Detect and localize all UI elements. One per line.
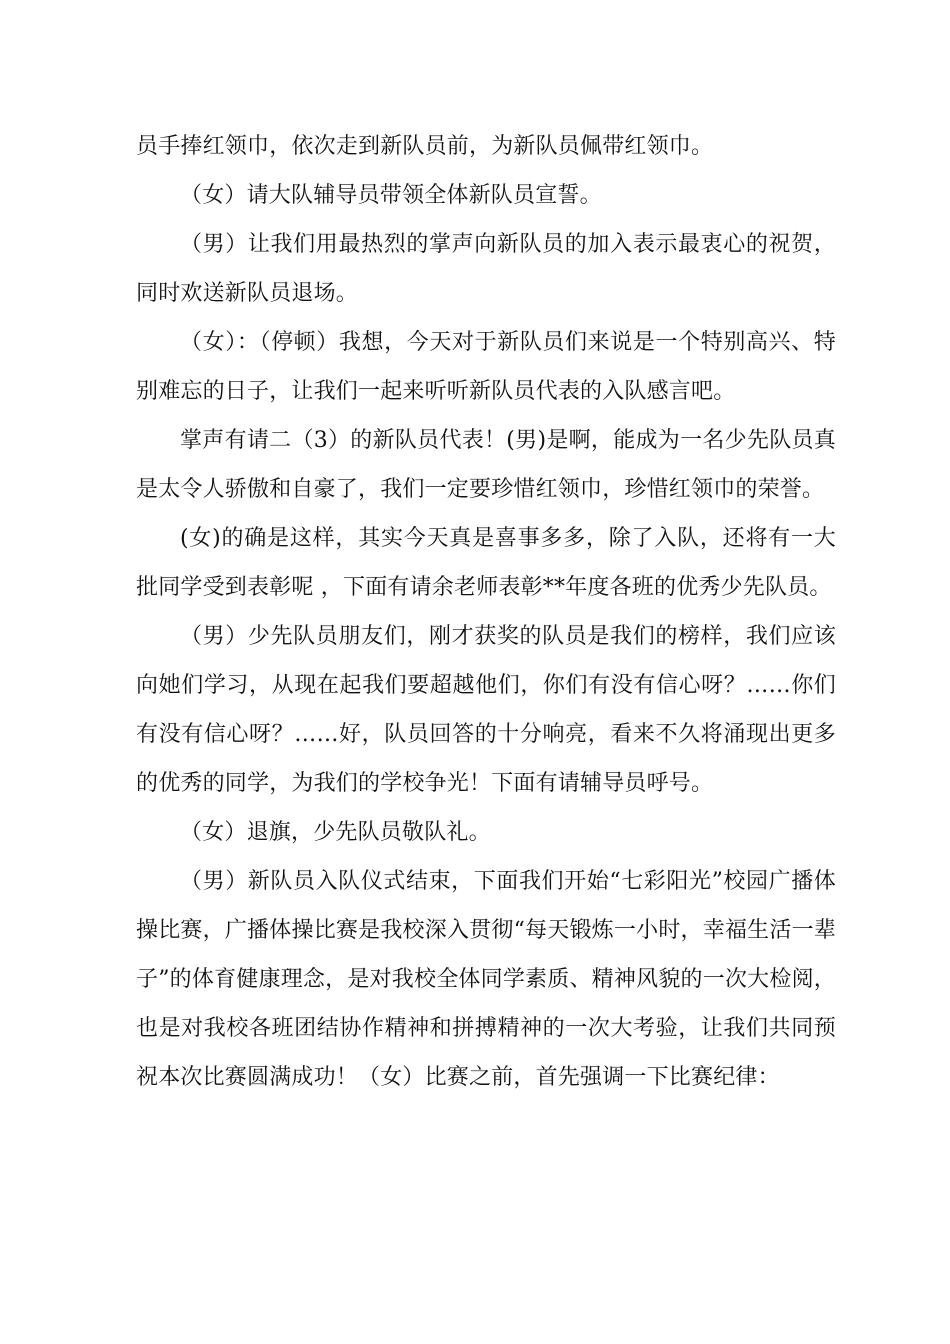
paragraph-4: （女）：（停顿）我想，今天对于新队员们来说是一个特别高兴、特别难忘的日子，让我们一起来听听新队员代表的入队感言吧。 bbox=[136, 330, 836, 404]
paragraph-3: （男）让我们用最热烈的掌声向新队员的加入表示最衷心的祝贺，同时欢送新队员退场。 bbox=[136, 232, 836, 306]
paragraph-9: （男）新队员入队仪式结束，下面我们开始“七彩阳光”校园广播体操比赛，广播体操比赛是我校深入贯彻“每天锻炼一小时，幸福生活一辈子”的体育健康理念，是对我校全体同学素质、精神风貌的一次大检阅，也是对我校各班团结协作精神和拼搏精神的一次大考验，让我们共同预祝本次比赛圆满成功！（女）比赛之前，首先强调一下比赛纪律： bbox=[136, 869, 836, 1090]
paragraph-8: （女）退旗，少先队员敬队礼。 bbox=[180, 820, 491, 845]
paragraph-5: 掌声有请二（3）的新队员代表！(男)是啊，能成为一名少先队员真是太令人骄傲和自豪了，我们一定要珍惜红领巾，珍惜红领巾的荣誉。 bbox=[136, 428, 836, 502]
paragraph-1: 员手捧红领巾，依次走到新队员前，为新队员佩带红领巾。 bbox=[136, 134, 714, 159]
paragraph-6: (女)的确是这样，其实今天真是喜事多多，除了入队，还将有一大批同学受到表彰呢 ，下面有请余老师表彰**年度各班的优秀少先队员。 bbox=[136, 526, 836, 600]
paragraph-2: （女）请大队辅导员带领全体新队员宣誓。 bbox=[180, 183, 602, 208]
document-body bbox=[136, 122, 836, 1102]
paragraph-7: （男）少先队员朋友们，刚才获奖的队员是我们的榜样，我们应该向她们学习，从现在起我们要超越他们，你们有没有信心呀？……你们有没有信心呀？……好，队员回答的十分响亮，看来不久将涌现出更多的优秀的同学，为我们的学校争光！下面有请辅导员呼号。 bbox=[136, 624, 836, 796]
